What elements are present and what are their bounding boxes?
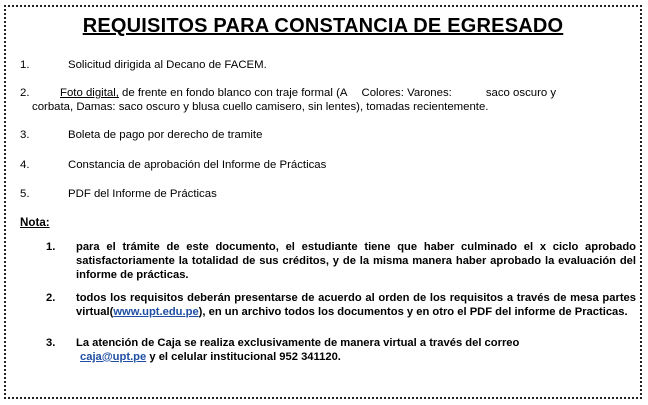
requirement-text: de frente en fondo blanco con traje formal (A (118, 87, 348, 99)
requirement-text: Solicitud dirigida al Decano de FACEM. (68, 59, 267, 71)
requirement-item-1 (20, 58, 267, 72)
note-item-2 (46, 292, 636, 320)
email-link[interactable]: caja@upt.pe (80, 350, 147, 363)
requirement-number: 4. (20, 159, 30, 171)
requirement-text: Constancia de aprobación del Informe de Prácticas (68, 159, 327, 171)
page-title-wrap (6, 15, 640, 38)
requirement-text: PDF del Informe de Prácticas (68, 188, 217, 200)
requirement-text: corbata, Damas: saco oscuro y blusa cuello camisero, sin lentes), tomadas recientemente. (32, 101, 489, 113)
note-item-3 (46, 337, 636, 365)
page-title: REQUISITOS PARA CONSTANCIA DE EGRESADO (82, 15, 564, 37)
note-text: para el trámite de este documento, el estudiante tiene que haber culminado el x ciclo aprobado satisfactoriamente la totalidad de sus créditos, y de la misma manera haber aprobado la evaluación del informe de prácticas. (76, 241, 636, 281)
requirement-number: 1. (20, 59, 30, 71)
note-number: 2. (46, 292, 56, 304)
document-frame (4, 5, 642, 399)
requirement-number: 3. (20, 129, 30, 141)
requirement-text: Boleta de pago por derecho de tramite (68, 129, 263, 141)
nota-label: Nota: (20, 216, 50, 229)
note-text: ), en un archivo todos los documentos y en otro el PDF del informe de Practicas. (198, 305, 628, 318)
note-number: 1. (46, 241, 56, 253)
requirement-underlined-text: Foto digital, (60, 87, 119, 99)
note-text: y el celular institucional 952 341120. (146, 350, 341, 363)
note-text: todos los requisitos deberán presentarse de acuerdo al orden de los requisitos a través de mesa partes virtual( (76, 292, 636, 318)
note-number: 3. (46, 337, 56, 349)
note-item-1 (46, 241, 636, 282)
requirement-number: 2. (20, 87, 30, 99)
requirement-number: 5. (20, 188, 30, 200)
requirement-item-3 (20, 128, 262, 142)
requirement-text: Colores: Varones: (361, 87, 452, 99)
note-text: La atención de Caja se realiza exclusivamente de manera virtual a través del correo (76, 337, 520, 349)
website-link[interactable]: www.upt.edu.pe (113, 305, 199, 318)
requirement-item-5 (20, 187, 217, 201)
requirement-text: saco oscuro y (485, 87, 557, 99)
requirement-item-4 (20, 158, 326, 172)
requirement-item-2 (20, 86, 632, 114)
